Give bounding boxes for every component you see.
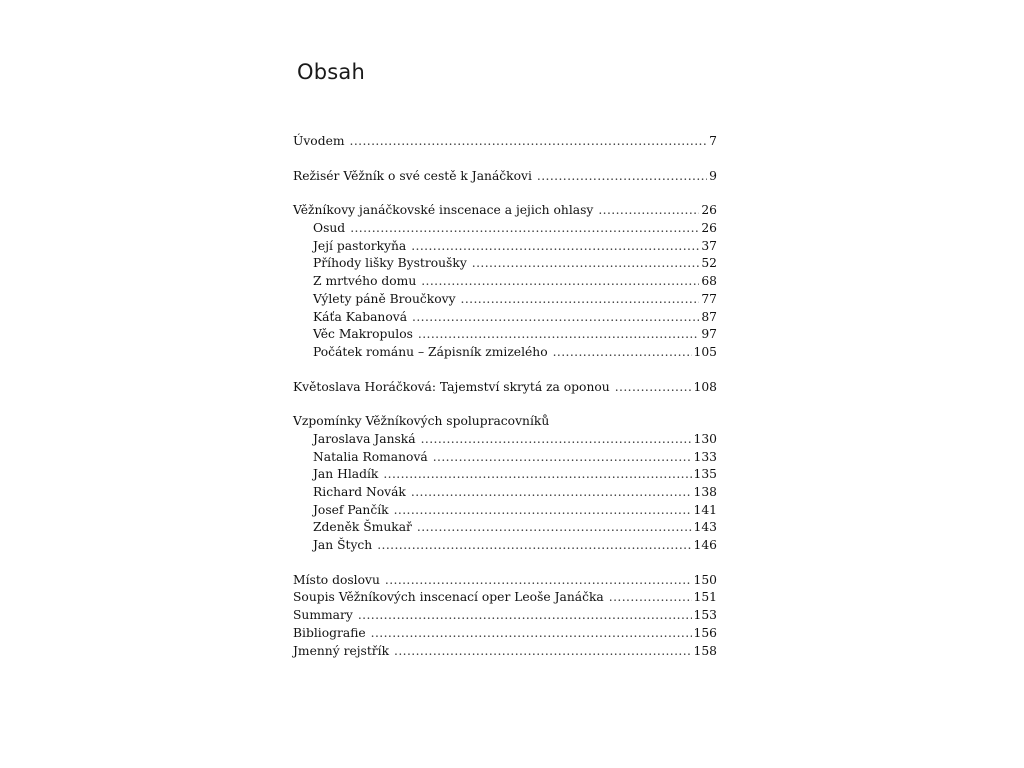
toc-entry-page-number: 9	[709, 168, 717, 183]
toc-entry-page-number: 26	[701, 221, 717, 236]
toc-dot-leader	[615, 379, 692, 397]
toc-entry	[293, 643, 717, 661]
toc-dot-leader	[394, 502, 692, 520]
toc-dot-leader	[371, 625, 692, 643]
table-of-contents	[293, 133, 717, 660]
toc-entry-title: Jan Štych	[313, 538, 373, 553]
toc-entry-title: Výlety páně Broučkovy	[313, 291, 456, 306]
toc-dot-leader	[418, 326, 699, 344]
toc-entry	[293, 572, 717, 590]
toc-dot-leader	[350, 220, 699, 238]
toc-entry-page-number: 37	[701, 238, 717, 253]
page-title: Obsah	[297, 60, 365, 84]
toc-entry	[313, 344, 717, 362]
toc-entry	[313, 431, 717, 449]
toc-entry-page-number: 26	[701, 203, 717, 218]
toc-dot-leader	[537, 168, 707, 186]
toc-entry-page-number: 150	[693, 572, 717, 587]
toc-entry-title: Zdeněk Šmukař	[313, 520, 412, 535]
toc-entry-page-number: 133	[693, 449, 717, 464]
toc-dot-leader	[433, 449, 692, 467]
toc-entry	[313, 484, 717, 502]
toc-entry-page-number: 138	[693, 485, 717, 499]
toc-entry	[293, 168, 717, 186]
toc-entry	[293, 133, 717, 151]
toc-entry-title: Richard Novák	[313, 485, 406, 499]
toc-dot-leader	[350, 133, 707, 151]
toc-entry-page-number: 108	[693, 379, 717, 394]
toc-entry	[313, 466, 717, 484]
toc-entry-page-number: 7	[709, 134, 717, 148]
toc-entry-title: Věžníkovy janáčkovské inscenace a jejich ohlasy	[293, 203, 594, 218]
toc-entry	[313, 291, 717, 309]
toc-dot-leader	[358, 607, 692, 625]
toc-entry	[313, 273, 717, 291]
toc-entry	[293, 625, 717, 643]
toc-entry-page-number: 130	[693, 431, 717, 446]
toc-entry-title: Jan Hladík	[313, 467, 379, 482]
toc-dot-leader	[472, 255, 700, 273]
toc-entry-page-number: 87	[701, 309, 717, 324]
toc-entry-title: Vzpomínky Věžníkových spolupracovníků	[293, 414, 550, 429]
toc-entry	[293, 589, 717, 607]
toc-entry	[313, 309, 717, 327]
toc-entry-page-number: 77	[701, 291, 717, 306]
toc-entry-title: Summary	[293, 608, 353, 623]
toc-entry-title: Soupis Věžníkových inscenací oper Leoše Janáčka	[293, 590, 604, 605]
toc-dot-leader	[383, 466, 691, 484]
toc-entry-page-number: 151	[693, 590, 717, 605]
toc-entry-title: Osud	[313, 221, 346, 236]
toc-entry-page-number: 143	[693, 520, 717, 535]
toc-entry	[293, 413, 717, 431]
toc-entry-title: Režisér Věžník o své cestě k Janáčkovi	[293, 168, 532, 183]
toc-entry	[313, 449, 717, 467]
toc-entry	[313, 502, 717, 520]
toc-dot-leader	[598, 202, 699, 220]
toc-entry	[293, 202, 717, 220]
toc-entry	[293, 379, 717, 397]
toc-dot-leader	[394, 643, 691, 661]
toc-entry-page-number: 153	[693, 608, 717, 623]
toc-entry-title: Počátek románu – Zápisník zmizelého	[313, 344, 548, 359]
toc-entry-title: Z mrtvého domu	[313, 274, 417, 289]
toc-dot-leader	[411, 238, 699, 256]
toc-entry	[293, 607, 717, 625]
toc-dot-leader	[609, 589, 692, 607]
toc-entry-title: Káťa Kabanová	[313, 309, 408, 324]
toc-dot-leader	[461, 291, 700, 309]
toc-entry-title: Její pastorkyňa	[313, 238, 407, 253]
toc-entry-title: Příhody lišky Bystroušky	[313, 256, 467, 271]
toc-dot-leader	[377, 537, 691, 555]
toc-entry-page-number: 146	[693, 538, 717, 553]
toc-entry	[313, 519, 717, 537]
toc-entry-page-number: 158	[693, 643, 717, 658]
toc-entry	[313, 220, 717, 238]
toc-entry-title: Natalia Romanová	[313, 449, 428, 464]
toc-entry-title: Bibliografie	[293, 625, 366, 640]
toc-entry-page-number: 68	[701, 274, 717, 289]
toc-dot-leader	[421, 431, 692, 449]
toc-dot-leader	[385, 572, 692, 590]
toc-entry-title: Úvodem	[293, 134, 345, 148]
toc-entry	[313, 255, 717, 273]
toc-entry-title: Místo doslovu	[293, 572, 380, 587]
toc-entry-title: Josef Pančík	[313, 502, 389, 517]
toc-entry-page-number: 97	[701, 327, 717, 342]
toc-dot-leader	[417, 519, 692, 537]
toc-entry	[313, 326, 717, 344]
toc-entry-title: Jmenný rejstřík	[293, 643, 390, 658]
toc-entry-title: Jaroslava Janská	[313, 431, 416, 446]
toc-dot-leader	[553, 344, 692, 362]
toc-entry-page-number: 156	[693, 625, 717, 640]
toc-dot-leader	[421, 273, 699, 291]
toc-entry-page-number: 52	[701, 256, 717, 271]
toc-entry	[313, 238, 717, 256]
toc-entry-title: Květoslava Horáčková: Tajemství skrytá za oponou	[293, 379, 610, 394]
toc-entry	[313, 537, 717, 555]
toc-entry-title: Věc Makropulos	[313, 327, 413, 342]
toc-entry-page-number: 105	[693, 344, 717, 359]
toc-dot-leader	[411, 484, 692, 502]
toc-entry-page-number: 141	[693, 502, 717, 517]
toc-dot-leader	[412, 309, 699, 327]
toc-entry-page-number: 135	[693, 467, 717, 482]
